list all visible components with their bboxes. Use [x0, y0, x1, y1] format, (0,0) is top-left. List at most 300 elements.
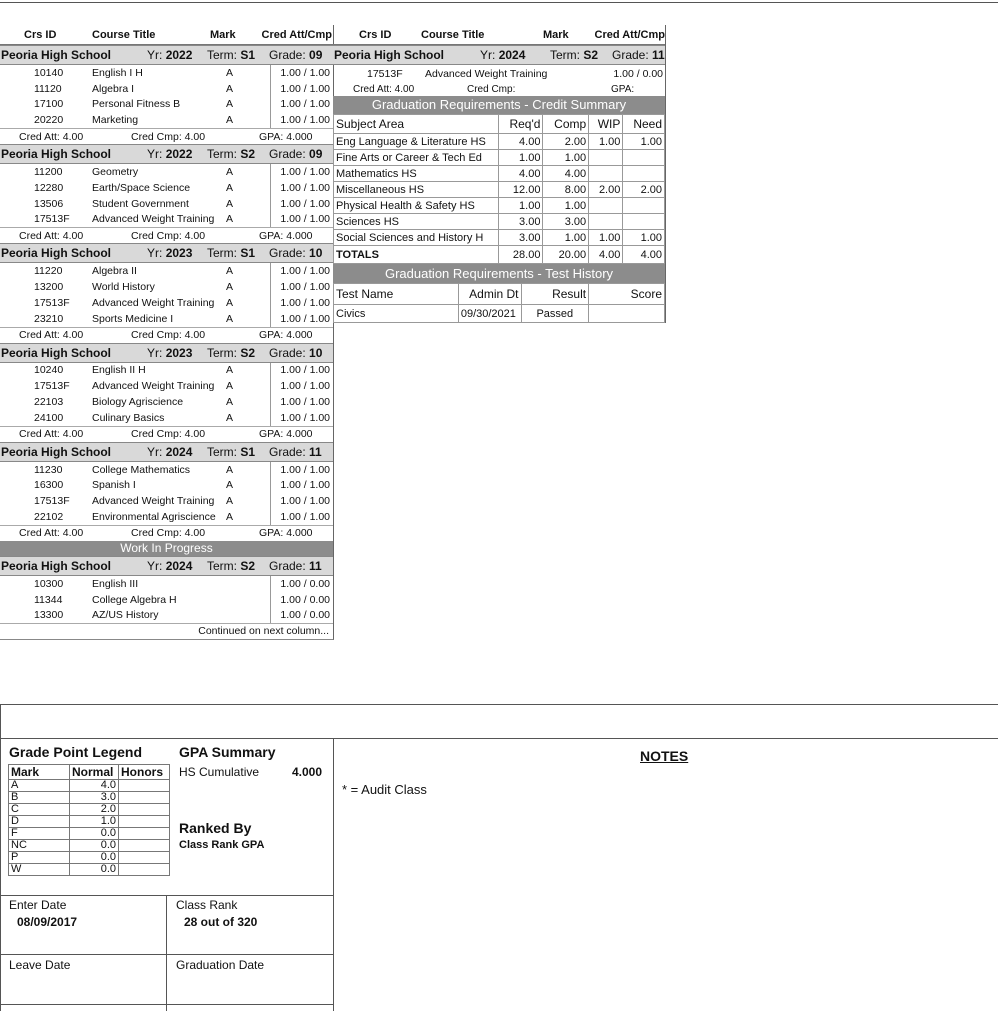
credit-header-cell: Comp: [543, 115, 589, 134]
credit-cell: [589, 150, 623, 166]
legend-cell: B: [9, 792, 70, 804]
credit-cell: 2.00: [623, 182, 665, 198]
legend-cell: 0.0: [70, 864, 119, 876]
course-cred: 1.00 / 1.00: [270, 378, 332, 394]
credit-cell: 2.00: [589, 182, 623, 198]
term: Term: S2: [207, 345, 256, 360]
course-title: Personal Fitness B: [92, 98, 181, 111]
grade: Grade: 10: [269, 345, 323, 360]
cred-cmp: Cred Cmp: 4.00: [131, 329, 206, 342]
legend-cell: 2.0: [70, 804, 119, 816]
credit-cell: 1.00: [499, 198, 543, 214]
course-id: 10140: [34, 66, 64, 79]
course-title: Spanish I: [92, 479, 136, 492]
term-header: [0, 144, 333, 164]
course-mark: A: [226, 296, 234, 309]
course-title: College Algebra H: [92, 593, 177, 606]
credit-cell: 3.00: [543, 214, 589, 230]
school-name: Peoria High School: [334, 48, 445, 62]
year: Yr: 2022: [147, 147, 193, 162]
legend-row: [9, 780, 170, 792]
mark-header-right: Mark: [543, 28, 569, 41]
course-mark: A: [226, 82, 234, 95]
credit-cell: [623, 166, 665, 182]
course-mark: A: [226, 364, 234, 377]
course-title-header-right: Course Title: [421, 28, 485, 41]
credit-cell: 2.00: [543, 134, 589, 150]
credit-cell: 1.00: [589, 134, 623, 150]
credit-total-cell: 4.00: [589, 246, 623, 264]
term-summary: [0, 227, 333, 243]
term: Term: S1: [207, 444, 256, 459]
course-row: [0, 608, 333, 624]
legend-cell: A: [9, 780, 70, 792]
legend-cell: [119, 792, 170, 804]
term: Term: S1: [207, 246, 256, 261]
credit-row: [334, 134, 665, 150]
year: Yr: 2023: [147, 246, 193, 261]
legend-cell: D: [9, 816, 70, 828]
credit-cell: Eng Language & Literature HS: [334, 134, 499, 150]
course-cred: 1.00 / 1.00: [270, 97, 332, 113]
credit-cell: 3.00: [499, 214, 543, 230]
class-rank-label: Class Rank: [176, 898, 238, 912]
course-cred: 1.00 / 1.00: [270, 81, 332, 97]
notes-text: * = Audit Class: [342, 782, 427, 797]
school-name: Peoria High School: [1, 48, 112, 62]
credit-cell: 4.00: [499, 166, 543, 182]
graduation-date-label: Graduation Date: [176, 958, 265, 972]
legend-cell: [119, 840, 170, 852]
credit-header-cell: Need: [623, 115, 665, 134]
course-row: [0, 112, 333, 128]
cred-att: Cred Att: 4.00: [19, 229, 84, 242]
course-title: English I H: [92, 66, 143, 79]
gpa: GPA:: [611, 83, 635, 95]
course-mark: A: [226, 463, 234, 476]
cred-cmp: Cred Cmp: 4.00: [131, 130, 206, 143]
course-cred: 1.00 / 1.00: [270, 112, 332, 128]
year: Yr: 2022: [147, 48, 193, 62]
test-cell: Civics: [334, 305, 459, 323]
cred-cmp: Cred Cmp: 4.00: [131, 229, 206, 242]
test-row: [334, 305, 665, 323]
dates-rule-3: [0, 1004, 333, 1005]
test-header-cell: Score: [589, 284, 665, 305]
course-mark: A: [226, 380, 234, 393]
hs-cumulative-value: 4.000: [292, 765, 323, 779]
year: Yr: 2024: [147, 558, 193, 573]
credit-cell: 1.00: [623, 230, 665, 246]
term-summary: [0, 426, 333, 442]
credit-cell: 8.00: [543, 182, 589, 198]
course-row: [0, 196, 333, 212]
course-title: Biology Agriscience: [92, 396, 184, 409]
credit-summary-table: [333, 114, 665, 264]
legend-title: Grade Point Legend: [9, 744, 143, 760]
credit-cell: Physical Health & Safety HS: [334, 198, 499, 214]
gpa: GPA: 4.000: [259, 329, 313, 342]
legend-cell: [119, 816, 170, 828]
credit-cell: 12.00: [499, 182, 543, 198]
course-mark: A: [226, 98, 234, 111]
credit-header-cell: Subject Area: [334, 115, 499, 134]
credit-cell: [589, 198, 623, 214]
credit-row: [334, 182, 665, 198]
course-id: 11120: [34, 82, 62, 95]
grade: Grade: 11: [612, 48, 665, 62]
test-cell: Passed: [521, 305, 589, 323]
course-row: [0, 576, 333, 592]
course-id: 24100: [34, 411, 64, 424]
course-title: World History: [92, 281, 155, 294]
school-name: Peoria High School: [1, 246, 112, 261]
course-title: Sports Medicine I: [92, 312, 174, 325]
course-title: Advanced Weight Training: [92, 213, 215, 226]
ranked-by-value: Class Rank GPA: [179, 839, 265, 851]
course-title: Algebra I: [92, 82, 135, 95]
credit-cell: 4.00: [499, 134, 543, 150]
transcript-left-column: [0, 25, 334, 640]
credit-cell: Fine Arts or Career & Tech Ed: [334, 150, 499, 166]
course-title: English III: [92, 577, 139, 590]
credit-cell: 3.00: [499, 230, 543, 246]
course-row: [0, 81, 333, 97]
course-id: 17513F: [367, 67, 403, 80]
course-mark: A: [226, 213, 234, 226]
gpa: GPA: 4.000: [259, 130, 313, 143]
gpa-summary-title: GPA Summary: [179, 744, 276, 760]
course-row: [0, 65, 333, 81]
cred-header: Cred Att/Cmp: [261, 28, 332, 41]
course-title: Advanced Weight Training: [92, 296, 215, 309]
transcript-header: [0, 25, 333, 45]
credit-cell: [623, 198, 665, 214]
course-row: [0, 263, 333, 279]
grade: Grade: 11: [269, 558, 322, 573]
legend-cell: 0.0: [70, 852, 119, 864]
legend-cell: P: [9, 852, 70, 864]
course-mark: A: [226, 312, 234, 325]
credit-cell: 1.00: [623, 134, 665, 150]
credit-total-cell: 4.00: [623, 246, 665, 264]
term-summary: [0, 128, 333, 144]
course-cred: 1.00 / 1.00: [270, 394, 332, 410]
credit-totals-row: [334, 246, 665, 264]
legend-row: [9, 840, 170, 852]
credit-total-cell: 28.00: [499, 246, 543, 264]
credit-total-cell: 20.00: [543, 246, 589, 264]
credit-cell: 4.00: [543, 166, 589, 182]
cred-att: Cred Att: 4.00: [353, 83, 415, 95]
course-mark: A: [226, 166, 234, 179]
course-title: Marketing: [92, 114, 139, 127]
course-row: [0, 295, 333, 311]
course-title: College Mathematics: [92, 463, 191, 476]
credit-cell: Mathematics HS: [334, 166, 499, 182]
course-cred: 1.00 / 0.00: [270, 592, 332, 608]
school-name: Peoria High School: [1, 444, 112, 459]
left-box-border: [0, 704, 1, 1011]
course-id: 17513F: [34, 213, 70, 226]
right-transcript-header: [333, 25, 665, 45]
legend-cell: 0.0: [70, 828, 119, 840]
test-cell: 09/30/2021: [458, 305, 521, 323]
course-row: [0, 378, 333, 394]
course-row: [0, 394, 333, 410]
course-id: 20220: [34, 114, 64, 127]
course-row: [0, 462, 333, 478]
course-id: 22103: [34, 396, 64, 409]
credit-cell: Miscellaneous HS: [334, 182, 499, 198]
course-cred: 1.00 / 1.00: [270, 263, 332, 279]
course-cred: 1.00 / 1.00: [270, 478, 332, 494]
credit-header-cell: Req'd: [499, 115, 543, 134]
school-name: Peoria High School: [1, 345, 112, 360]
test-cell: [589, 305, 665, 323]
terms-container: [0, 45, 333, 541]
course-title: Student Government: [92, 197, 189, 210]
legend-cell: [119, 804, 170, 816]
term-summary: [0, 525, 333, 541]
course-id: 13200: [34, 281, 64, 294]
course-cred: 1.00 / 1.00: [270, 180, 332, 196]
course-id: 16300: [34, 479, 64, 492]
course-cred: 1.00 / 1.00: [270, 65, 332, 81]
course-id: 17513F: [34, 296, 70, 309]
credit-cell: [623, 214, 665, 230]
credit-summary-title: Graduation Requirements - Credit Summary: [333, 96, 665, 114]
course-row: [0, 164, 333, 180]
legend-header-cell: Mark: [9, 765, 70, 780]
legend-cell: F: [9, 828, 70, 840]
credit-cell: [589, 166, 623, 182]
transcript-right-column: [333, 25, 666, 323]
course-title: Environmental Agriscience: [92, 511, 216, 524]
course-title: AZ/US History: [92, 609, 159, 622]
course-id: 11220: [34, 265, 63, 278]
course-cred: 1.00 / 1.00: [270, 462, 332, 478]
course-title: English II H: [92, 364, 146, 377]
year: Yr: 2024: [480, 48, 526, 62]
term: Term: S2: [207, 558, 256, 573]
year: Yr: 2023: [147, 345, 193, 360]
notes-divider: [333, 738, 334, 1011]
course-mark: A: [226, 495, 234, 508]
enter-date-value: 08/09/2017: [17, 915, 78, 929]
course-cred: 1.00 / 1.00: [270, 509, 332, 525]
legend-row: [9, 792, 170, 804]
credit-row: [334, 166, 665, 182]
course-title: Algebra II: [92, 265, 137, 278]
course-cred: 1.00 / 1.00: [270, 410, 332, 426]
legend-cell: [119, 780, 170, 792]
year: Yr: 2024: [147, 444, 193, 459]
course-row: [0, 478, 333, 494]
course-cred: 1.00 / 1.00: [270, 493, 332, 509]
school-name: Peoria High School: [1, 147, 112, 162]
grade: Grade: 09: [269, 48, 323, 62]
mark-header: Mark: [210, 28, 236, 41]
credit-row: [334, 198, 665, 214]
grade: Grade: 10: [269, 246, 323, 261]
course-id: 17513F: [34, 495, 70, 508]
term: Term: S2: [207, 147, 256, 162]
term-header: [0, 45, 333, 65]
course-mark: A: [226, 114, 234, 127]
right-term-header: [333, 45, 665, 65]
right-course-row: [333, 65, 665, 82]
test-header-row: [334, 284, 665, 305]
course-row: [0, 212, 333, 228]
course-cred: 1.00 / 1.00: [270, 196, 332, 212]
course-title: Advanced Weight Training: [92, 380, 215, 393]
course-id: 13300: [34, 609, 64, 622]
cred-att: Cred Att: 4.00: [19, 527, 84, 540]
credit-total-cell: TOTALS: [334, 246, 499, 264]
cred-att: Cred Att: 4.00: [19, 428, 84, 441]
test-header-cell: Result: [521, 284, 589, 305]
credit-cell: [623, 150, 665, 166]
course-row: [0, 493, 333, 509]
course-id: 11230: [34, 463, 63, 476]
course-cred: 1.00 / 1.00: [270, 279, 332, 295]
legend-header-cell: Honors: [119, 765, 170, 780]
course-cred: 1.00 / 1.00: [270, 164, 332, 180]
term-header: [0, 343, 333, 363]
term: Term: S2: [550, 48, 599, 62]
legend-row: [9, 816, 170, 828]
grade: Grade: 09: [269, 147, 323, 162]
right-term-summary: [333, 82, 665, 96]
legend-cell: NC: [9, 840, 70, 852]
leave-date-label: Leave Date: [9, 958, 71, 972]
course-row: [0, 279, 333, 295]
legend-cell: [119, 852, 170, 864]
term-header: [0, 243, 333, 263]
course-cred: 1.00 / 1.00: [270, 295, 332, 311]
course-mark: A: [226, 411, 234, 424]
term-summary: [0, 327, 333, 343]
legend-header-row: [9, 765, 170, 780]
course-id: 23210: [34, 312, 64, 325]
test-history-title: Graduation Requirements - Test History: [333, 264, 665, 283]
course-mark: A: [226, 396, 234, 409]
course-mark: A: [226, 265, 234, 278]
test-header-cell: Test Name: [334, 284, 459, 305]
course-row: [0, 509, 333, 525]
grade-legend-table: [8, 764, 170, 876]
course-id: 10240: [34, 364, 64, 377]
credit-row: [334, 214, 665, 230]
dates-divider: [166, 895, 167, 1011]
credit-header-cell: WIP: [589, 115, 623, 134]
cred-header-right: Cred Att/Cmp: [594, 28, 665, 41]
cred-att: Cred Att: 4.00: [19, 329, 84, 342]
term: Term: S1: [207, 48, 256, 62]
course-cred: 1.00 / 0.00: [270, 608, 332, 624]
course-id: 12280: [34, 181, 64, 194]
continued-note: Continued on next column...: [0, 623, 333, 639]
cred-cmp: Cred Cmp:: [467, 83, 516, 95]
legend-header-cell: Normal: [70, 765, 119, 780]
course-id: 22102: [34, 511, 64, 524]
legend-cell: 1.0: [70, 816, 119, 828]
cred-cmp: Cred Cmp: 4.00: [131, 428, 206, 441]
credit-summary-header: [334, 115, 665, 134]
course-row: [0, 363, 333, 379]
term-header: [0, 556, 333, 576]
course-id: 17513F: [34, 380, 70, 393]
school-name: Peoria High School: [1, 558, 112, 573]
course-cred: 1.00 / 1.00: [270, 363, 332, 379]
course-row: [0, 592, 333, 608]
course-row: [0, 97, 333, 113]
credit-cell: [589, 214, 623, 230]
legend-row: [9, 864, 170, 876]
credit-cell: 1.00: [543, 198, 589, 214]
cred-att: Cred Att: 4.00: [19, 130, 84, 143]
course-title: Culinary Basics: [92, 411, 165, 424]
course-mark: A: [226, 197, 234, 210]
gpa: GPA: 4.000: [259, 229, 313, 242]
legend-row: [9, 828, 170, 840]
course-mark: A: [226, 181, 234, 194]
course-row: [0, 180, 333, 196]
course-mark: A: [226, 281, 234, 294]
credit-cell: 1.00: [499, 150, 543, 166]
course-id: 17100: [34, 98, 64, 111]
credit-cell: 1.00: [543, 230, 589, 246]
course-title: Earth/Space Science: [92, 181, 191, 194]
legend-cell: C: [9, 804, 70, 816]
course-title: Advanced Weight Training: [425, 67, 548, 80]
course-cred: 1.00 / 0.00: [270, 576, 332, 592]
wip-term: [0, 556, 333, 623]
course-id: 11344: [34, 593, 63, 606]
course-id: 10300: [34, 577, 64, 590]
class-rank-value: 28 out of 320: [184, 915, 258, 929]
crs-id-header: Crs ID: [24, 28, 57, 41]
crs-id-header-right: Crs ID: [359, 28, 392, 41]
legend-cell: W: [9, 864, 70, 876]
mid-rule-1: [0, 704, 998, 705]
course-id: 11200: [34, 166, 63, 179]
credit-cell: Sciences HS: [334, 214, 499, 230]
credit-cell: 1.00: [589, 230, 623, 246]
grade: Grade: 11: [269, 444, 322, 459]
credit-row: [334, 150, 665, 166]
legend-cell: 3.0: [70, 792, 119, 804]
enter-date-label: Enter Date: [9, 898, 67, 912]
test-header-cell: Admin Dt: [458, 284, 521, 305]
course-cred: 1.00 / 0.00: [613, 67, 663, 80]
mid-rule-2: [0, 738, 998, 739]
course-mark: A: [226, 511, 234, 524]
dates-rule-2: [0, 954, 333, 955]
ranked-by-title: Ranked By: [179, 820, 252, 836]
term-header: [0, 442, 333, 462]
course-mark: A: [226, 479, 234, 492]
legend-cell: [119, 864, 170, 876]
legend-cell: 0.0: [70, 840, 119, 852]
course-title: Advanced Weight Training: [92, 495, 215, 508]
legend-cell: [119, 828, 170, 840]
legend-cell: 4.0: [70, 780, 119, 792]
credit-cell: 1.00: [543, 150, 589, 166]
course-mark: A: [226, 66, 234, 79]
course-title: Geometry: [92, 166, 139, 179]
